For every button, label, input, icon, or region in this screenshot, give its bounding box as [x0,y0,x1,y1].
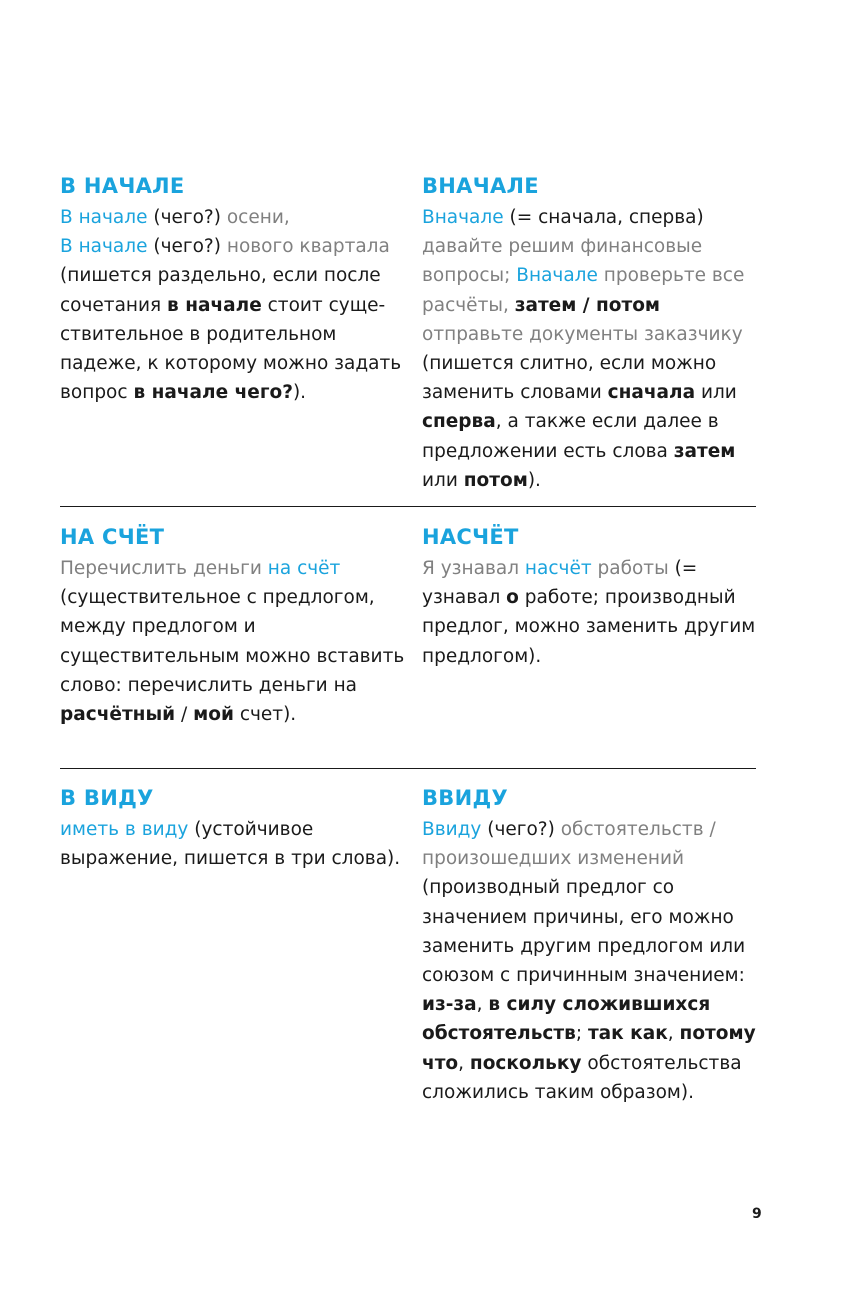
entry-naschet [422,522,767,671]
bold-term: сначала [607,382,696,404]
entry-vnachale [422,171,767,495]
text-fragment: , а также если далее в предложении есть слова [422,411,719,462]
page-number: 9 [752,1206,762,1222]
text-fragment: работе; производный предлог, можно заменить другим предлогом). [422,587,756,667]
text-fragment: , [476,994,489,1016]
highlight-term: В начале [60,207,148,228]
text-fragment: (чего?) [481,819,561,840]
entry-heading: НА СЧЁТ [60,525,165,549]
text-fragment: ). [292,382,307,404]
entry-heading: ВВИДУ [422,786,508,810]
bold-term: поскольку [469,1052,582,1074]
entry-v-vidu [60,783,410,873]
example-text: осени, [226,207,290,228]
entry-text [422,815,767,1107]
text-fragment: , [667,1023,680,1045]
bold-term: из-за [422,994,477,1016]
entry-heading: НАСЧЁТ [422,525,519,549]
highlight-term: Ввиду [422,819,482,840]
bold-term: так как [587,1023,668,1045]
example-text: обстоятельств / произошедших изменений [422,819,716,870]
entry-text [60,815,410,873]
bold-term: о [506,587,519,609]
text-fragment: ). [527,469,541,491]
text-fragment: ; [575,1023,588,1045]
text-fragment: обстоятельства сложились таким образом). [422,1052,742,1103]
bold-term: затем [673,440,736,462]
entry-v-nachale [60,171,410,407]
example-text: Я узнавал [422,558,525,579]
text-fragment: (пишется раздельно, если после сочетания [60,265,381,316]
example-text: отправьте документы заказчику [422,323,743,345]
text-fragment: (= узнавал [422,558,698,609]
highlight-term: В начале [60,236,148,258]
bold-term: потом [463,469,528,491]
example-text: работы [591,558,669,579]
entry-vvidu [422,783,767,1107]
example-text: давайте решим финансовые вопросы; [422,236,703,287]
bold-term: расчётный [60,704,176,726]
text-fragment: (= сначала, сперва) [503,207,704,228]
text-fragment: (устойчивое выражение, пишется в три слова). [60,819,401,870]
text-fragment: (производный предлог со значением причины, его можно заменить другим предлогом или союзом с причинным значением: [422,877,746,987]
text-fragment: , [458,1052,470,1074]
highlight-term: насчёт [524,558,592,579]
entry-text [422,203,767,495]
example-text: нового квартала [226,236,390,258]
text-fragment: счет). [233,704,297,726]
entry-na-schet [60,522,410,729]
example-text: проверьте все расчёты, [422,265,745,316]
example-text: Перечислить деньги [60,558,268,579]
bold-term: затем / потом [514,294,661,316]
highlight-term: на счёт [267,558,341,579]
text-fragment: или [695,382,737,404]
entry-text [422,554,767,671]
section-divider [60,506,756,507]
bold-term: мой [193,704,234,726]
bold-term: в силу сложившихся обстоятельств [422,994,711,1045]
entry-heading: ВНАЧАЛЕ [422,174,539,198]
entry-text [60,203,410,407]
text-fragment: (пишется слитно, если можно заменить словами [422,353,717,404]
text-fragment: стоит существительное в родительном падеже, к которому можно задать вопрос [60,294,402,404]
bold-term: в начале чего? [133,382,293,404]
entry-heading: В НАЧАЛЕ [60,174,185,198]
text-fragment: (чего?) [147,236,227,258]
highlight-term: Вначале [516,265,598,287]
bold-term: сперва [422,411,496,433]
entry-heading: В ВИДУ [60,786,154,810]
text-fragment: или [422,469,464,491]
text-fragment: (чего?) [147,207,227,228]
text-fragment: / [175,704,194,726]
entry-text [60,554,410,729]
highlight-term: Вначале [422,207,504,228]
highlight-term: иметь в виду [60,819,189,840]
text-fragment: (существительное с предлогом, между предлогом и существительным можно вставить слово: перечислить деньги на [60,587,405,696]
bold-term: в начале [167,294,262,316]
section-divider [60,768,756,769]
bold-term: потому что [422,1023,756,1074]
